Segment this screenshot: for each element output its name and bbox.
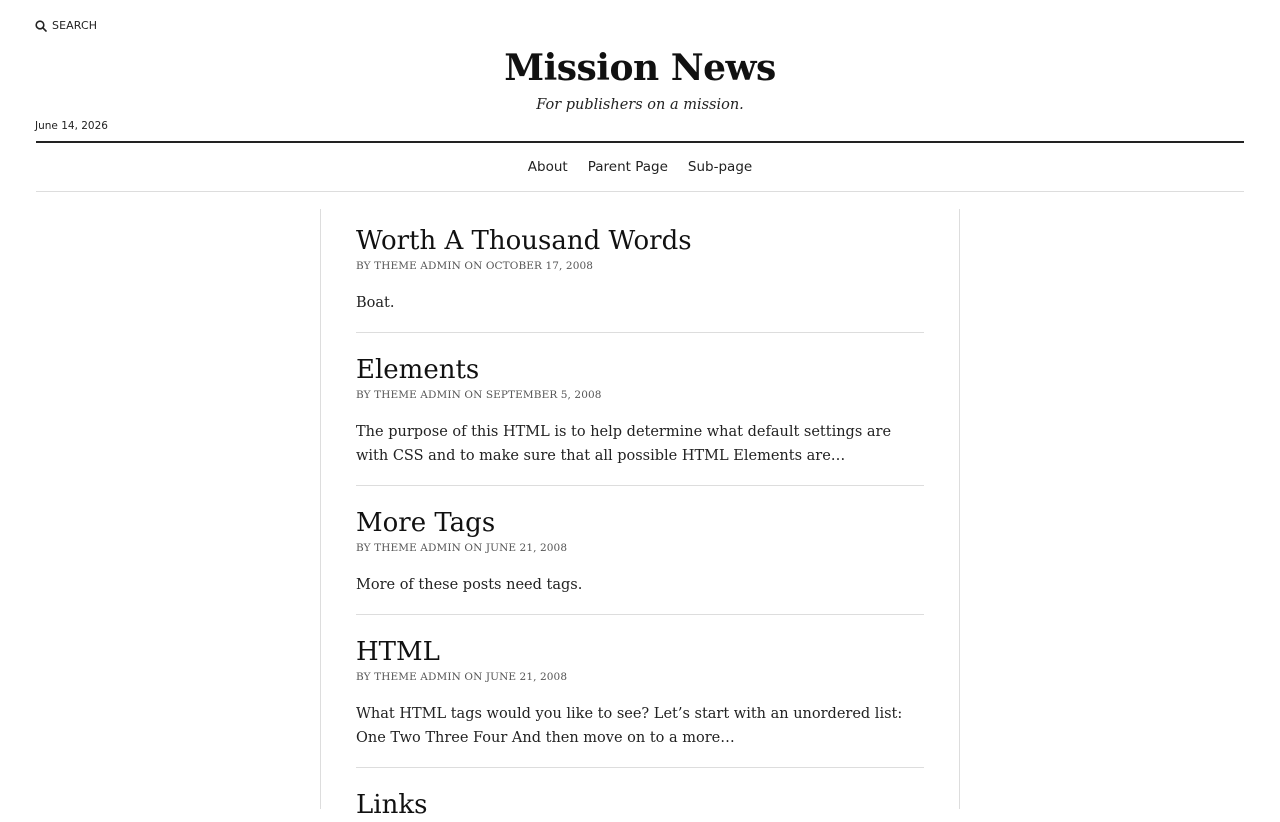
post-title[interactable]: Links <box>356 790 428 820</box>
post-excerpt: What HTML tags would you like to see? Let’s start with an unordered list: One Two Three Four And then move on to a more… <box>356 706 903 746</box>
post-excerpt: More of these posts need tags. <box>356 577 583 593</box>
primary-menu <box>0 143 1280 191</box>
search-icon <box>35 20 47 32</box>
post-author-link[interactable]: THEME ADMIN <box>374 542 461 554</box>
byline-by: BY <box>356 389 371 401</box>
post-excerpt: Boat. <box>356 295 395 311</box>
post-byline <box>356 259 924 273</box>
byline-on: ON <box>464 389 483 401</box>
search-label: SEARCH <box>52 19 98 32</box>
post-author-link[interactable]: THEME ADMIN <box>374 389 461 401</box>
post-author-link[interactable]: THEME ADMIN <box>374 260 461 272</box>
site-header <box>0 0 1280 192</box>
byline-on: ON <box>464 542 483 554</box>
post-title[interactable]: Worth A Thousand Words <box>356 226 692 256</box>
post-item <box>356 768 924 822</box>
menu-item-about[interactable]: About <box>527 159 568 175</box>
post-byline <box>356 670 924 684</box>
header-bottom-rule <box>36 191 1244 192</box>
byline-by: BY <box>356 671 371 683</box>
search-toggle[interactable] <box>35 19 97 32</box>
menu-item-sub-page[interactable]: Sub-page <box>687 159 753 175</box>
post-byline <box>356 388 924 402</box>
post-date-link[interactable]: JUNE 21, 2008 <box>485 542 568 554</box>
byline-by: BY <box>356 542 371 554</box>
byline-by: BY <box>356 260 371 272</box>
byline-on: ON <box>464 671 483 683</box>
post-item <box>356 333 924 486</box>
post-byline <box>356 541 924 555</box>
byline-on: ON <box>464 260 483 272</box>
post-item <box>356 209 924 333</box>
post-title[interactable]: Elements <box>356 355 480 385</box>
header-date: June 14, 2026 <box>35 120 108 132</box>
post-date-link[interactable]: OCTOBER 17, 2008 <box>485 260 594 272</box>
site-tagline: For publishers on a mission. <box>536 97 744 113</box>
post-date-link[interactable]: JUNE 21, 2008 <box>485 671 568 683</box>
post-item <box>356 486 924 615</box>
post-title[interactable]: HTML <box>356 637 440 667</box>
post-item <box>356 615 924 768</box>
post-author-link[interactable]: THEME ADMIN <box>374 671 461 683</box>
menu-item-parent-page[interactable]: Parent Page <box>587 159 668 175</box>
post-excerpt: The purpose of this HTML is to help determine what default settings are with CSS and to make sure that all possible HTML Elements are… <box>356 424 892 464</box>
site-title[interactable]: Mission News <box>504 47 776 89</box>
post-date-link[interactable]: SEPTEMBER 5, 2008 <box>485 389 602 401</box>
post-title[interactable]: More Tags <box>356 508 496 538</box>
post-list <box>320 209 960 820</box>
